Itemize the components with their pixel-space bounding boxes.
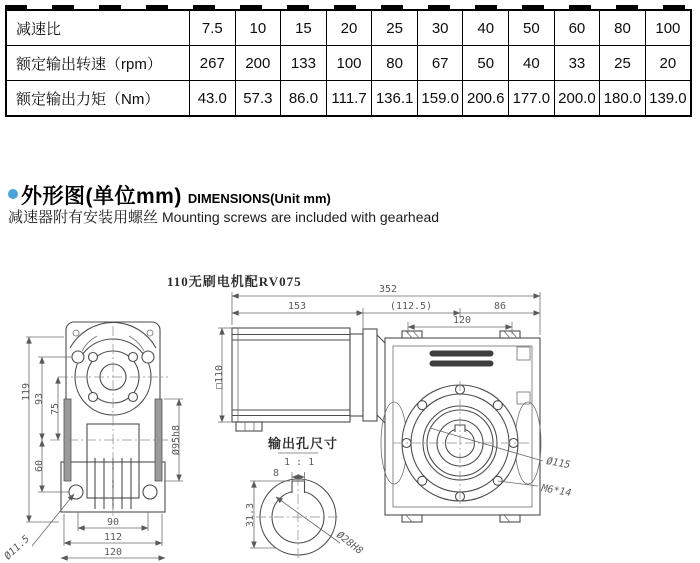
spec-cell: 80 <box>372 46 418 81</box>
spec-cell: 200.6 <box>463 81 509 117</box>
spec-cell: 100 <box>326 46 372 81</box>
spec-cell: 20 <box>326 10 372 46</box>
spec-cell: 80 <box>600 10 646 46</box>
dim-right: 86 <box>493 301 507 312</box>
spec-cell: 136.1 <box>372 81 418 117</box>
spec-cell: 200 <box>235 46 281 81</box>
dim-foot-hole: Ø11.5 <box>2 533 33 563</box>
subtitle-zh: 减速器附有安装用螺丝 <box>8 209 159 226</box>
dim-motor-length: 153 <box>287 301 307 312</box>
spec-cell: 10 <box>235 10 281 46</box>
subtitle-en: Mounting screws are included with gearhead <box>162 209 440 225</box>
spec-cell: 177.0 <box>509 81 555 117</box>
dim-flange-diameter: Ø115 <box>545 456 572 472</box>
spec-cell: 50 <box>509 10 555 46</box>
section-title-en: DIMENSIONS(Unit mm) <box>187 191 331 206</box>
spec-cell: 133 <box>281 46 327 81</box>
dim-bore: Ø28H8 <box>334 529 365 557</box>
dim-tab-spacing: 120 <box>452 315 472 326</box>
dim-75: 75 <box>50 402 61 416</box>
spec-cell: 111.7 <box>326 81 372 117</box>
spec-cell: 267 <box>190 46 236 81</box>
spec-cell: 33 <box>554 46 600 81</box>
dim-key-depth: 31.3 <box>245 502 256 528</box>
row-header-torque: 额定输出力矩（Nm） <box>6 81 190 117</box>
spec-cell: 200.0 <box>554 81 600 117</box>
detail-title: 输出孔尺寸 <box>268 436 339 451</box>
spec-cell: 7.5 <box>190 10 236 46</box>
spec-cell: 40 <box>509 46 555 81</box>
dim-90: 90 <box>106 517 120 528</box>
dim-112: 112 <box>103 532 123 543</box>
spec-cell: 43.0 <box>190 81 236 117</box>
dim-key-width: 8 <box>272 468 280 479</box>
spec-cell: 57.3 <box>235 81 281 117</box>
spec-cell: 100 <box>645 10 691 46</box>
dim-bolt-spec: M6*14 <box>540 483 573 500</box>
dim-93: 93 <box>34 392 45 406</box>
spec-cell: 180.0 <box>600 81 646 117</box>
dim-motor-square: □110 <box>214 364 225 390</box>
dim-front-height: 119 <box>21 382 32 402</box>
shaft-detail <box>245 436 365 560</box>
spec-cell: 50 <box>463 46 509 81</box>
spec-cell: 40 <box>463 10 509 46</box>
spec-cell: 20 <box>645 46 691 81</box>
assembly-label: 110无刷电机配RV075 <box>167 274 302 289</box>
dim-spigot: Ø95h8 <box>171 424 182 456</box>
spec-cell: 25 <box>600 46 646 81</box>
spec-cell: 139.0 <box>645 81 691 117</box>
dim-total-length: 352 <box>378 284 398 295</box>
spec-cell: 25 <box>372 10 418 46</box>
section-title-zh: 外形图(单位mm) <box>21 185 182 208</box>
spec-cell: 15 <box>281 10 327 46</box>
row-header-speed: 额定输出转速（rpm） <box>6 46 190 81</box>
spec-cell: 30 <box>417 10 463 46</box>
spec-cell: 86.0 <box>281 81 327 117</box>
dim-60: 60 <box>34 459 45 473</box>
spec-cell: 159.0 <box>417 81 463 117</box>
dim-120-bottom: 120 <box>103 547 123 558</box>
spec-cell: 60 <box>554 10 600 46</box>
row-header-ratio: 减速比 <box>6 10 190 46</box>
front-view <box>50 322 176 518</box>
dim-mid: (112.5) <box>389 301 433 312</box>
spec-cell: 67 <box>417 46 463 81</box>
detail-scale: 1 : 1 <box>284 457 315 468</box>
